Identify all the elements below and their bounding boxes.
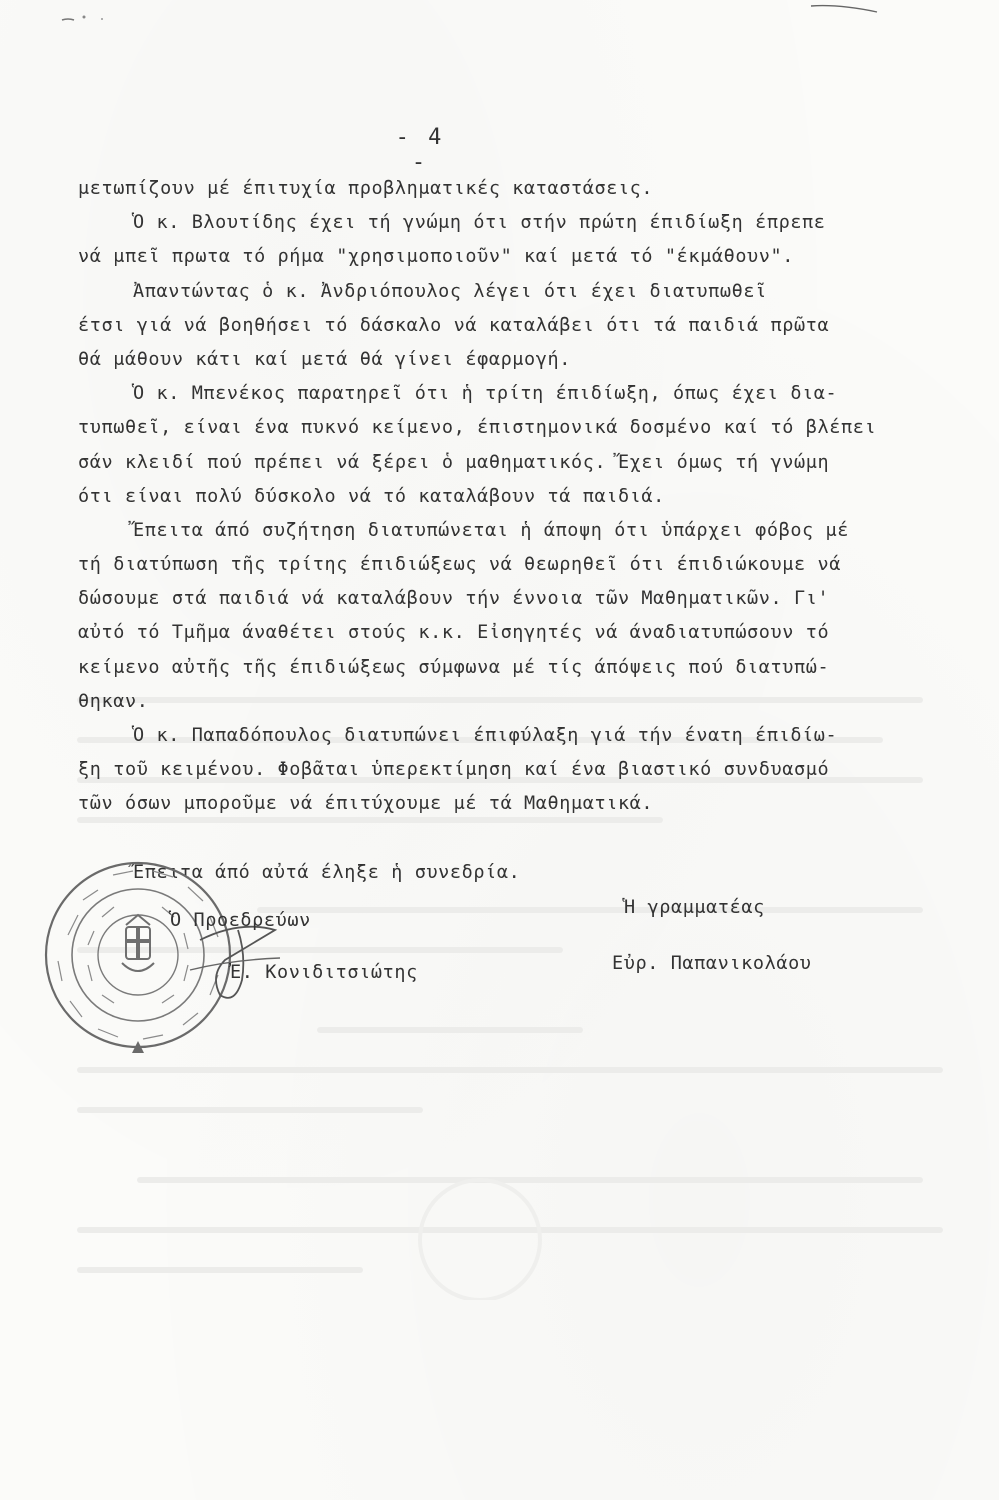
chairman-name: Ἐ. Κονιδιτσιώτης — [230, 962, 418, 983]
text-line: έτσι γιά νά βοηθήσει τό δάσκαλο νά καταλάβει ότι τά παιδιά πρῶτα — [78, 314, 830, 336]
corner-smudge-icon — [60, 6, 110, 26]
text-line: ότι είναι πολύ δύσκολο νά τό καταλάβουν τά παιδιά. — [78, 485, 665, 507]
text-line: τῶν όσων μποροῦμε νά έπιτύχουμε μέ τά Μαθηματικά. — [78, 793, 654, 815]
text-line: τή διατύπωση τῆς τρίτης έπιδιώξεως νά θεωρηθεῖ ότι έπιδιώκουμε νά — [78, 554, 841, 576]
text-line: Ὁ κ. Παπαδόπουλος διατυπώνει έπιφύλαξη γιά τήν ένατη έπιδίω- — [133, 725, 838, 746]
text-line: θά μάθουν κάτι καί μετά θά γίνει έφαρμογή. — [78, 348, 571, 370]
corner-pen-mark-icon — [809, 0, 879, 18]
minutes-body-text — [78, 172, 968, 890]
secretary-title: Ἡ γραμματέας — [624, 897, 765, 918]
closing-line: Ἔπειτα άπό αὐτά έληξε ἡ συνεδρία. — [133, 861, 521, 883]
chairman-signature-block — [170, 895, 418, 999]
secretary-name: Εὐρ. Παπανικολάου — [612, 953, 812, 974]
text-line: μετωπίζουν μέ έπιτυχία προβληματικές καταστάσεις. — [78, 178, 654, 199]
chairman-title: Ὁ Προεδρεύων — [170, 910, 311, 931]
text-line: νά μπεῖ πρωτα τό ρήμα "χρησιμοποιοῦν" καί μετά τό "έκμάθουν". — [78, 246, 795, 268]
text-line: Ὁ κ. Βλουτίδης έχει τή γνώμη ότι στήν πρώτη έπιδίωξη έπρεπε — [133, 212, 826, 234]
text-line: κείμενο αὐτῆς τῆς έπιδιώξεως σύμφωνα μέ τίς άπόψεις πού διατυπώ- — [78, 656, 830, 678]
text-line: σάν κλειδί πού πρέπει νά ξέρει ὁ μαθηματικός. Ἔχει όμως τή γνώμη — [78, 451, 830, 473]
text-line: τυπωθεῖ, είναι ένα πυκνό κείμενο, έπιστημονικά δοσμένο καί τό βλέπει — [78, 417, 877, 439]
text-line: Ἀπαντώντας ὁ κ. Ἀνδριόπουλος λέγει ότι έχει διατυπωθεῖ — [133, 280, 767, 302]
text-line: δώσουμε στά παιδιά νά καταλάβουν τήν έννοια τῶν Μαθηματικῶν. Γι' — [78, 588, 830, 610]
secretary-signature-block — [612, 880, 812, 992]
text-line: ξη τοῦ κειμένου. Φοβᾶται ὑπερεκτίμηση καί ένα βιαστικό συνδυασμό — [78, 759, 830, 781]
text-line: Ἔπειτα άπό συζήτηση διατυπώνεται ἡ άποψη ότι ὑπάρχει φόβος μέ — [133, 519, 850, 541]
text-line: Ὁ κ. Μπενέκος παρατηρεῖ ότι ἡ τρίτη έπιδίωξη, όπως έχει δια- — [133, 383, 838, 405]
text-line: αὐτό τό Τμῆμα άναθέτει στούς κ.κ. Εἰσηγητές νά άναδιατυπώσουν τό — [78, 622, 830, 644]
page-number: - 4 - — [395, 125, 445, 175]
text-line: θηκαν. — [78, 690, 149, 712]
